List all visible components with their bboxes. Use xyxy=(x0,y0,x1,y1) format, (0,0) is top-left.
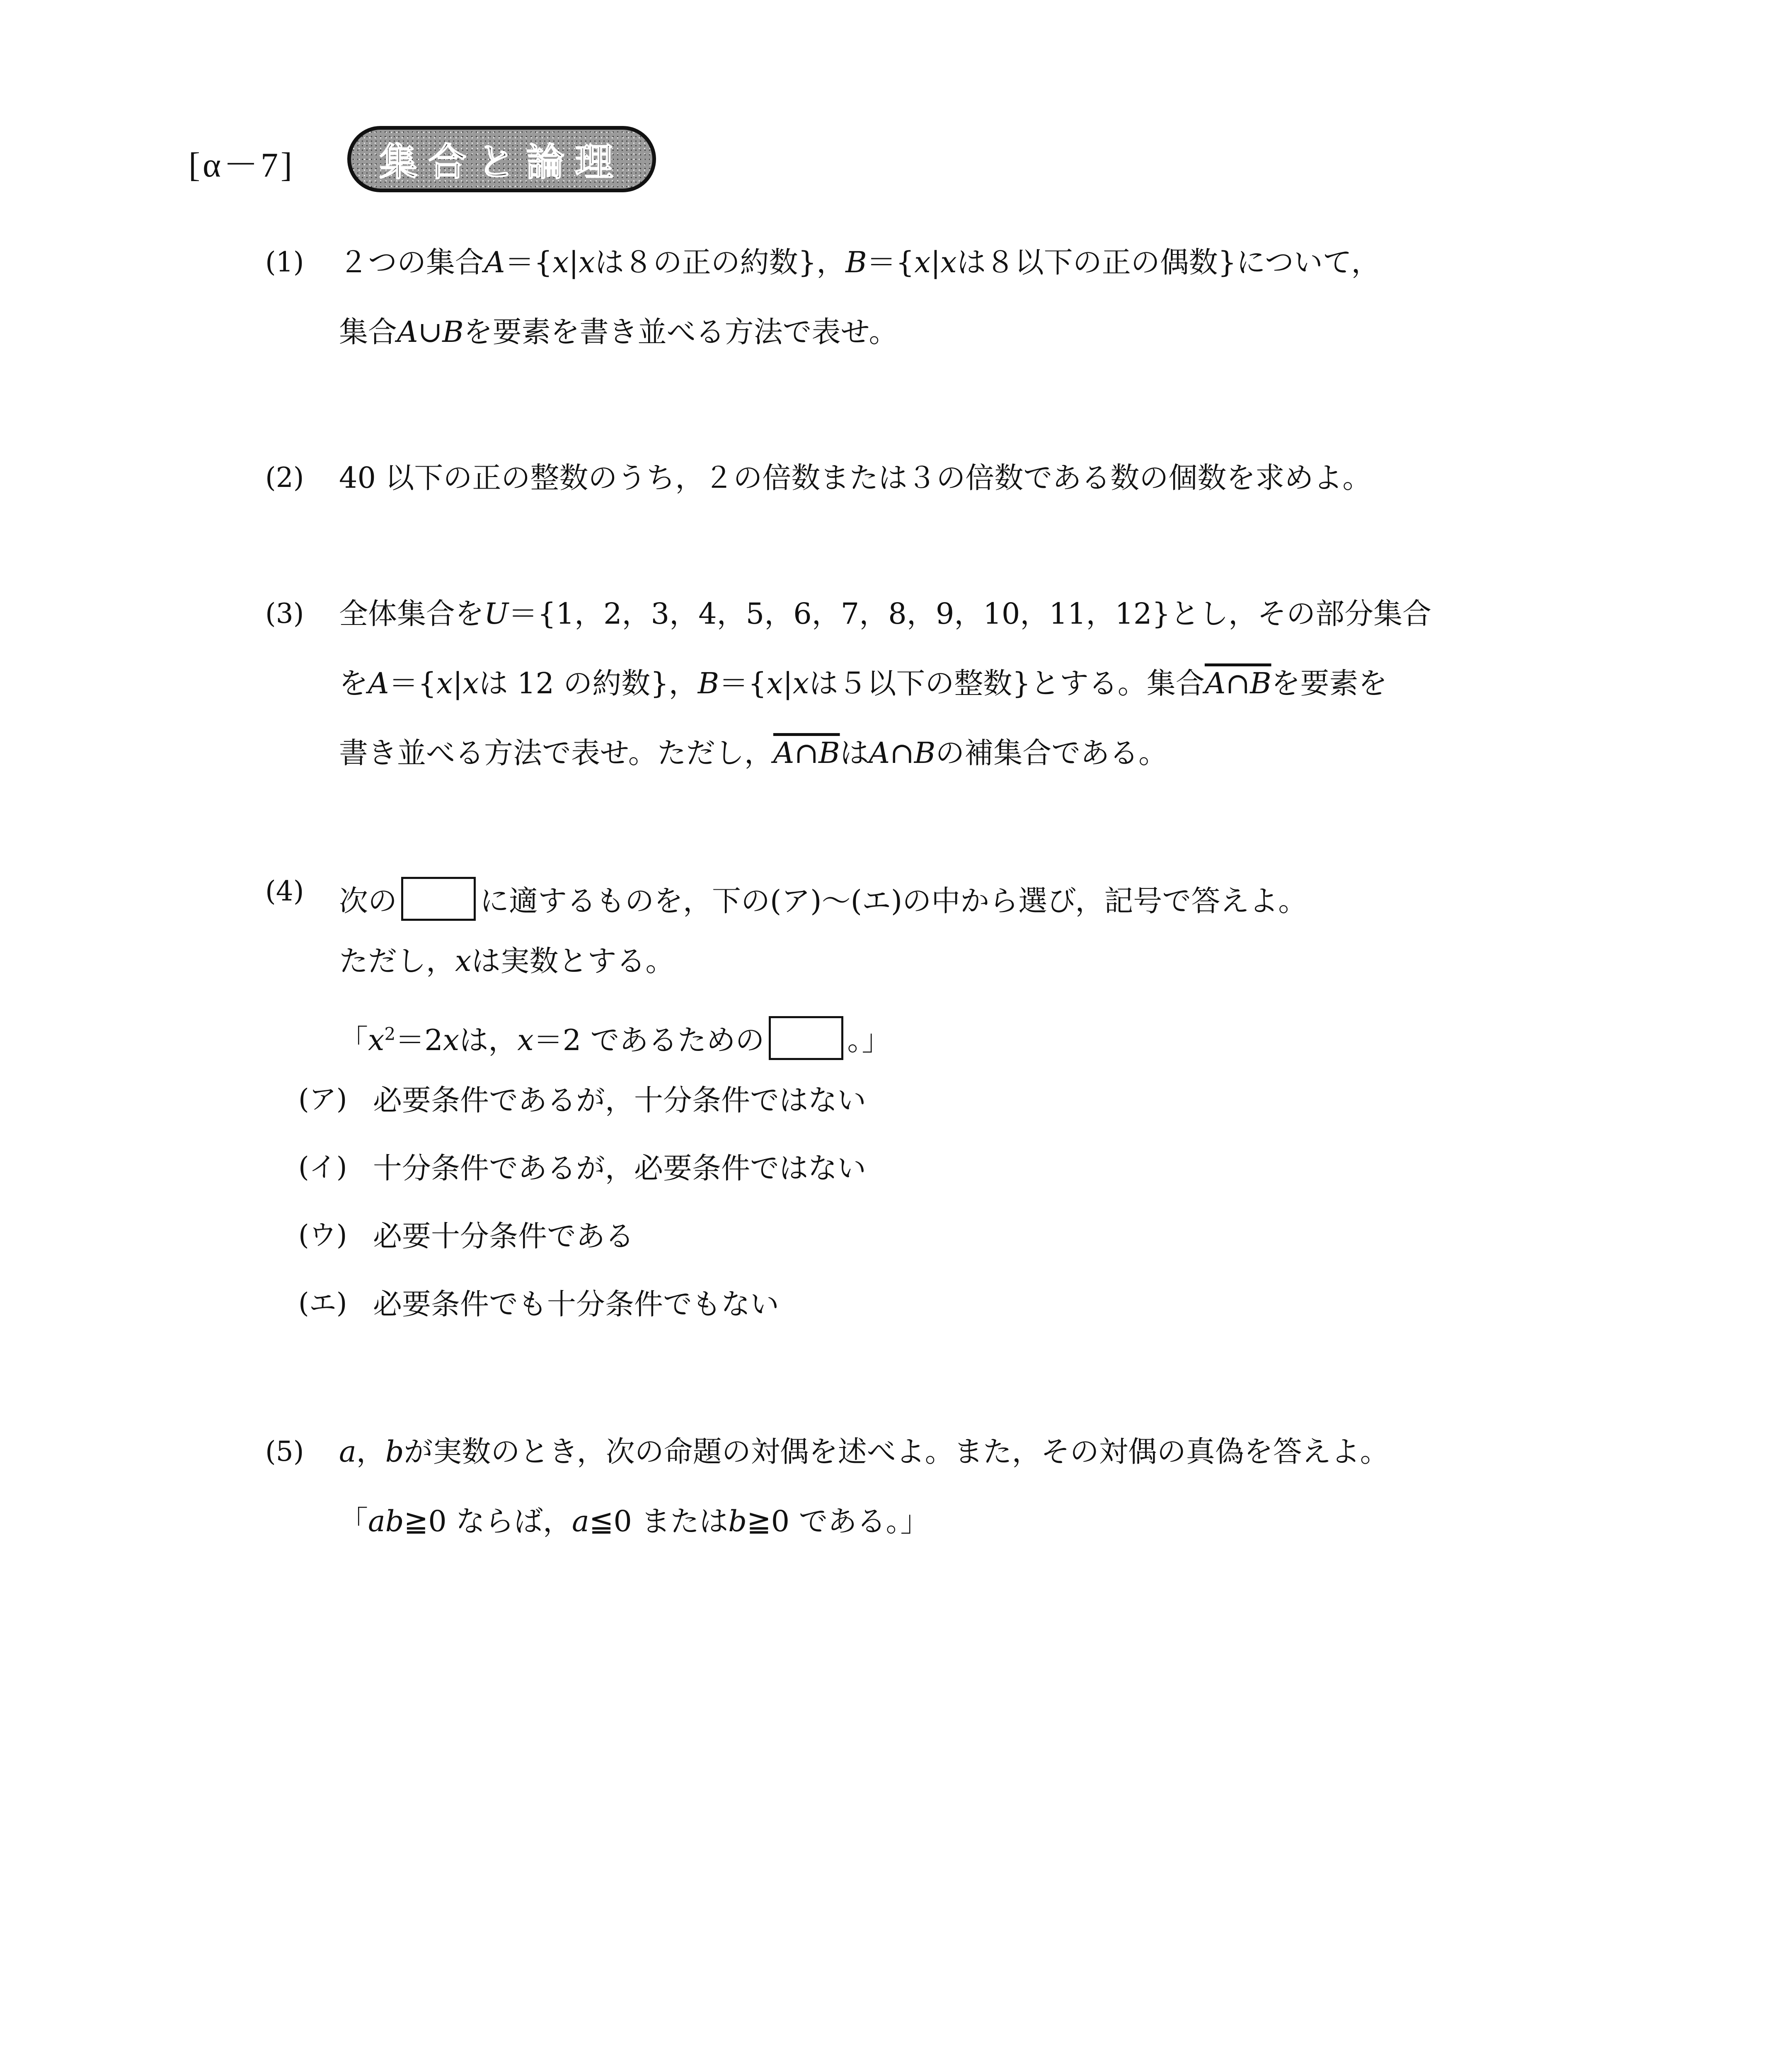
q4-proposition: 「$x^2=2x$は，x＝2 であるための 。」 xyxy=(339,1016,891,1060)
q5-number: (5) xyxy=(265,1435,304,1467)
q3-line-3: 書き並べる方法で表せ。ただし，A∩BはA∩Bの補集合である。 xyxy=(339,736,1168,770)
q3-line-2: をA＝{x|xは 12 の約数}，B＝{x|xは５以下の整数}とする。集合A∩Bを要素を xyxy=(339,666,1387,700)
q3-line-1: 全体集合をU＝{1，2，3，4，5，6，7，8，9，10，11，12}とし，その部分集合 xyxy=(339,597,1432,631)
option-item: (ア) 必要条件であるが，十分条件ではない xyxy=(298,1083,866,1117)
answer-blank-box xyxy=(769,1016,843,1060)
answer-blank-box xyxy=(401,877,476,921)
q3-number: (3) xyxy=(265,598,304,629)
q4-line-1: 次の に適するものを，下の(ア)〜(エ)の中から選び，記号で答えよ。 xyxy=(339,877,1307,921)
q5-line-1: a，bが実数のとき，次の命題の対偶を述べよ。また，その対偶の真偽を答えよ。 xyxy=(339,1435,1389,1469)
q4-line-2: ただし，xは実数とする。 xyxy=(339,944,675,978)
q4-number: (4) xyxy=(265,875,304,907)
option-item: (イ) 十分条件であるが，必要条件ではない xyxy=(298,1151,866,1185)
option-item: (エ) 必要条件でも十分条件でもない xyxy=(298,1287,779,1321)
q1-line-1: ２つの集合A＝{x|xは８の正の約数}，B＝{x|xは８以下の正の偶数}について， xyxy=(339,245,1380,279)
q5-proposition: 「ab≧0 ならば，a≦0 またはb≧0 である。」 xyxy=(339,1504,930,1538)
problem-code: [α－7] xyxy=(189,146,295,184)
q2-text: 40 以下の正の整数のうち，２の倍数または３の倍数である数の個数を求めよ。 xyxy=(339,461,1372,495)
q1-line-2: 集合A∪Bを要素を書き並べる方法で表せ。 xyxy=(339,315,898,349)
complement-expression: A∩B xyxy=(773,736,840,770)
q1-number: (1) xyxy=(265,246,304,278)
option-item: (ウ) 必要十分条件である xyxy=(298,1219,634,1253)
section-title: 集合と論理 xyxy=(379,140,624,184)
section-title-badge xyxy=(347,126,656,192)
q2-number: (2) xyxy=(265,462,304,494)
complement-expression: A∩B xyxy=(1204,666,1271,700)
